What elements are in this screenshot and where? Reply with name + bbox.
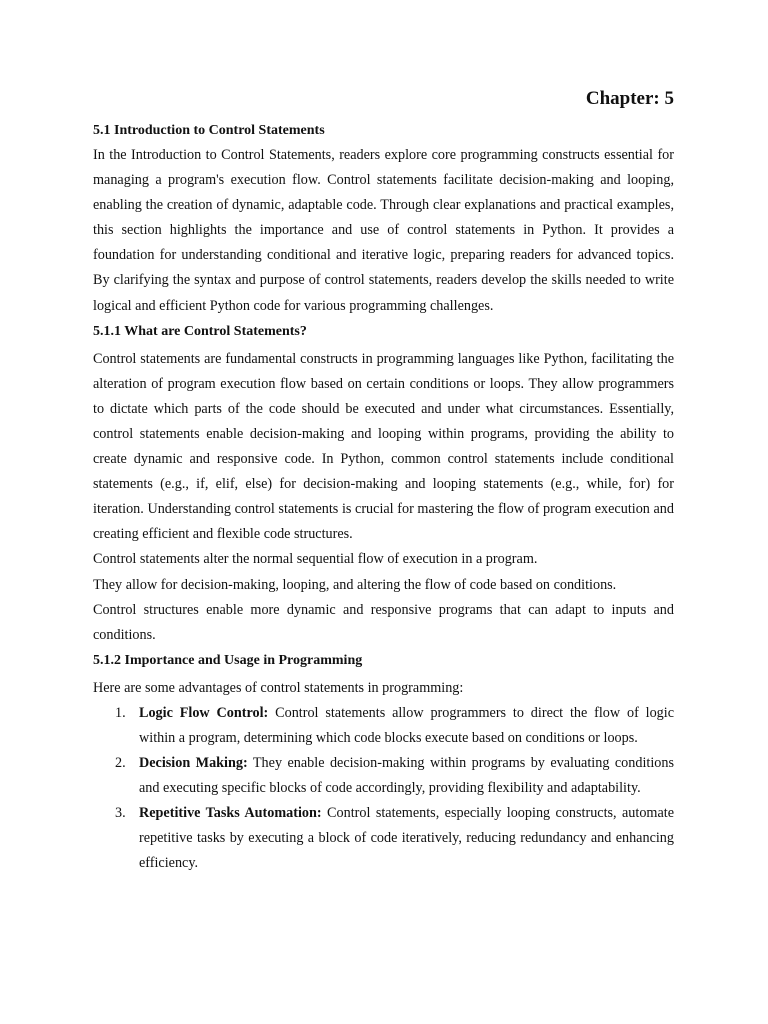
list-item-text: Control statements allow programmers to direct the flow of logic within a program, determining which code blocks execute based on conditions or loops.	[139, 704, 675, 746]
chapter-title: Chapter: 5	[585, 88, 674, 109]
section-body-5-1-1: Control statements are fundamental constructs in programming languages like Python, facilitating the alteration of program execution flow based on certain conditions or loops. They allow programmers to dictate which parts of the code should be executed and under what circumstances. Essentially, control statements enable decision-making and looping within programs, providing the ability to create dynamic and responsive code. In Python, common control statements include conditional statements (e.g., if, elif, else) for decision-making and looping statements (e.g., while, for) for iteration. Understanding control statements is crucial for mastering the flow of program execution and creating efficient and flexible code structures.	[93, 350, 674, 543]
list-item-term: Repetitive Tasks Automation:	[139, 805, 322, 822]
document-page	[93, 84, 674, 877]
list-item-text: They enable decision-making within programs by evaluating conditions and executing specific blocks of code accordingly, providing flexibility and adaptability.	[139, 755, 674, 797]
section-line-3: Control structures enable more dynamic and responsive programs that can adapt to inputs and conditions.	[93, 601, 674, 643]
list-item-number: 2.	[115, 755, 126, 772]
section-heading-5-1-2: 5.1.2 Importance and Usage in Programming	[93, 652, 363, 668]
list-item	[93, 801, 674, 876]
list-item-term: Logic Flow Control:	[139, 704, 269, 721]
list-item	[93, 701, 674, 751]
section-intro-5-1-2: Here are some advantages of control statements in programming:	[93, 679, 464, 696]
section-line-2: They allow for decision-making, looping, and altering the flow of code based on conditions.	[93, 576, 617, 593]
section-heading-5-1: 5.1 Introduction to Control Statements	[93, 123, 325, 138]
section-line-1: Control statements alter the normal sequential flow of execution in a program.	[93, 551, 538, 568]
list-item	[93, 751, 674, 801]
section-body-5-1: In the Introduction to Control Statements, readers explore core programming constructs essential for managing a program's execution flow. Control statements facilitate decision-making and looping, enabling the creation of dynamic, adaptable code. Through clear explanations and practical examples, this section highlights the importance and use of control statements in Python. It provides a foundation for understanding conditional and iterative logic, preparing readers for advanced topics. By clarifying the syntax and purpose of control statements, readers develop the skills needed to write logical and efficient Python code for various programming challenges.	[93, 147, 674, 314]
list-item-term: Decision Making:	[139, 755, 248, 772]
list-item-text: Control statements, especially looping constructs, automate repetitive tasks by executing a block of code iteratively, reducing redundancy and enhancing efficiency.	[139, 805, 675, 872]
section-heading-5-1-1: 5.1.1 What are Control Statements?	[93, 323, 307, 339]
list-item-number: 3.	[115, 805, 126, 822]
advantages-list	[93, 701, 674, 877]
list-item-number: 1.	[115, 704, 126, 721]
